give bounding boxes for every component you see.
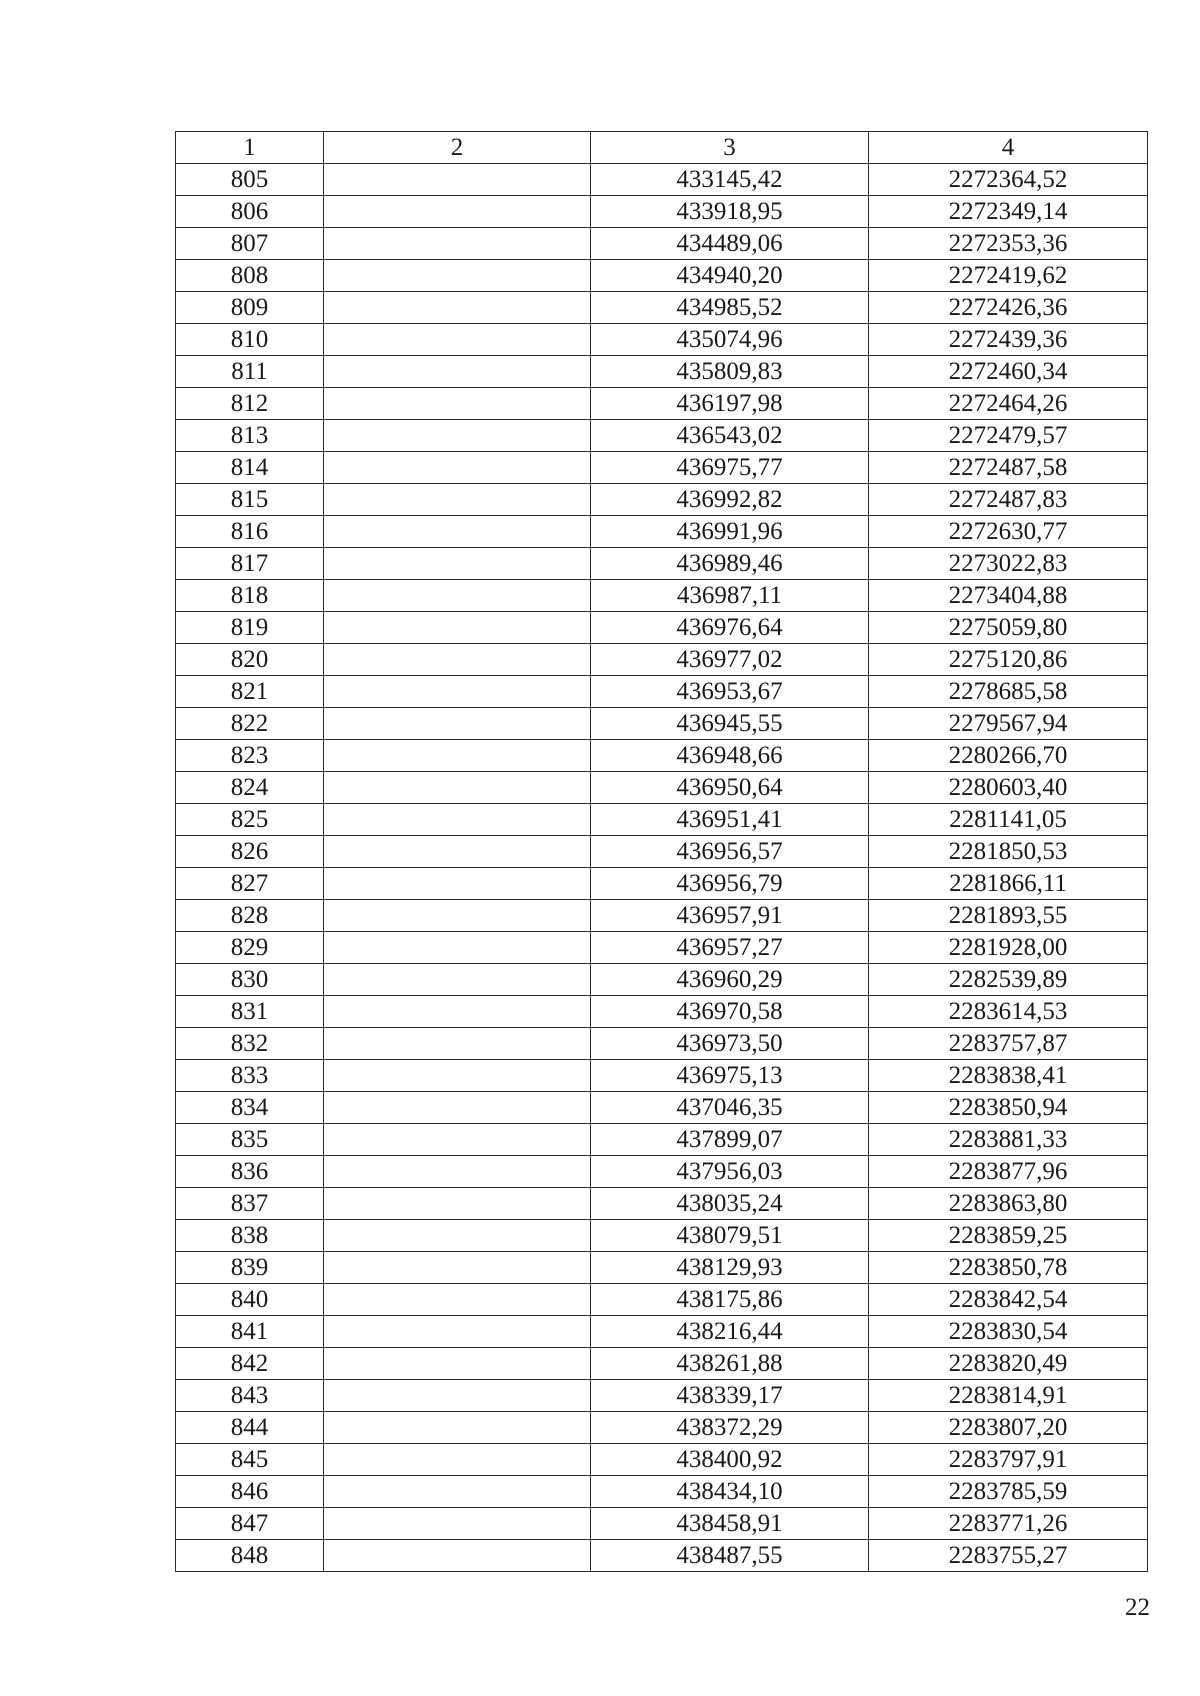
- x-coordinate-cell: 436973,50: [591, 1028, 869, 1060]
- description-cell: [324, 1540, 591, 1572]
- table-row: [176, 516, 1148, 548]
- description-cell: [324, 324, 591, 356]
- table-row: [176, 1220, 1148, 1252]
- x-coordinate-cell: 436957,27: [591, 932, 869, 964]
- table-row: [176, 356, 1148, 388]
- x-coordinate-cell: 438487,55: [591, 1540, 869, 1572]
- point-number-cell: 844: [176, 1412, 324, 1444]
- y-coordinate-cell: 2272460,34: [869, 356, 1148, 388]
- description-cell: [324, 1156, 591, 1188]
- point-number-cell: 813: [176, 420, 324, 452]
- y-coordinate-cell: 2283838,41: [869, 1060, 1148, 1092]
- y-coordinate-cell: 2272349,14: [869, 196, 1148, 228]
- x-coordinate-cell: 438216,44: [591, 1316, 869, 1348]
- y-coordinate-cell: 2272487,58: [869, 452, 1148, 484]
- x-coordinate-cell: 438079,51: [591, 1220, 869, 1252]
- point-number-cell: 825: [176, 804, 324, 836]
- point-number-cell: 817: [176, 548, 324, 580]
- description-cell: [324, 1252, 591, 1284]
- x-coordinate-cell: 438035,24: [591, 1188, 869, 1220]
- description-cell: [324, 1316, 591, 1348]
- point-number-cell: 840: [176, 1284, 324, 1316]
- y-coordinate-cell: 2272426,36: [869, 292, 1148, 324]
- description-cell: [324, 1284, 591, 1316]
- table-row: [176, 612, 1148, 644]
- point-number-cell: 843: [176, 1380, 324, 1412]
- x-coordinate-cell: 436945,55: [591, 708, 869, 740]
- y-coordinate-cell: 2275059,80: [869, 612, 1148, 644]
- coordinates-table: [175, 131, 1148, 1572]
- y-coordinate-cell: 2272364,52: [869, 164, 1148, 196]
- description-cell: [324, 932, 591, 964]
- point-number-cell: 836: [176, 1156, 324, 1188]
- point-number-cell: 830: [176, 964, 324, 996]
- x-coordinate-cell: 436977,02: [591, 644, 869, 676]
- x-coordinate-cell: 438175,86: [591, 1284, 869, 1316]
- x-coordinate-cell: 436975,77: [591, 452, 869, 484]
- y-coordinate-cell: 2283785,59: [869, 1476, 1148, 1508]
- table-header-row: [176, 132, 1148, 164]
- point-number-cell: 848: [176, 1540, 324, 1572]
- table-row: [176, 900, 1148, 932]
- description-cell: [324, 388, 591, 420]
- x-coordinate-cell: 434489,06: [591, 228, 869, 260]
- y-coordinate-cell: 2281928,00: [869, 932, 1148, 964]
- point-number-cell: 809: [176, 292, 324, 324]
- table-row: [176, 420, 1148, 452]
- y-coordinate-cell: 2283814,91: [869, 1380, 1148, 1412]
- point-number-cell: 818: [176, 580, 324, 612]
- x-coordinate-cell: 437899,07: [591, 1124, 869, 1156]
- description-cell: [324, 1220, 591, 1252]
- point-number-cell: 847: [176, 1508, 324, 1540]
- table-row: [176, 1508, 1148, 1540]
- description-cell: [324, 260, 591, 292]
- x-coordinate-cell: 437956,03: [591, 1156, 869, 1188]
- y-coordinate-cell: 2275120,86: [869, 644, 1148, 676]
- y-coordinate-cell: 2272464,26: [869, 388, 1148, 420]
- description-cell: [324, 164, 591, 196]
- description-cell: [324, 1124, 591, 1156]
- table-row: [176, 548, 1148, 580]
- y-coordinate-cell: 2282539,89: [869, 964, 1148, 996]
- y-coordinate-cell: 2280266,70: [869, 740, 1148, 772]
- point-number-cell: 842: [176, 1348, 324, 1380]
- table-row: [176, 804, 1148, 836]
- description-cell: [324, 740, 591, 772]
- table-row: [176, 1252, 1148, 1284]
- column-header-2: 2: [324, 132, 591, 164]
- x-coordinate-cell: 436953,67: [591, 676, 869, 708]
- point-number-cell: 808: [176, 260, 324, 292]
- x-coordinate-cell: 436951,41: [591, 804, 869, 836]
- point-number-cell: 806: [176, 196, 324, 228]
- y-coordinate-cell: 2283771,26: [869, 1508, 1148, 1540]
- x-coordinate-cell: 438261,88: [591, 1348, 869, 1380]
- point-number-cell: 834: [176, 1092, 324, 1124]
- x-coordinate-cell: 436992,82: [591, 484, 869, 516]
- point-number-cell: 827: [176, 868, 324, 900]
- table-row: [176, 1316, 1148, 1348]
- point-number-cell: 837: [176, 1188, 324, 1220]
- description-cell: [324, 1028, 591, 1060]
- point-number-cell: 831: [176, 996, 324, 1028]
- table-row: [176, 196, 1148, 228]
- point-number-cell: 811: [176, 356, 324, 388]
- table-row: [176, 580, 1148, 612]
- y-coordinate-cell: 2280603,40: [869, 772, 1148, 804]
- x-coordinate-cell: 436960,29: [591, 964, 869, 996]
- y-coordinate-cell: 2281893,55: [869, 900, 1148, 932]
- point-number-cell: 821: [176, 676, 324, 708]
- x-coordinate-cell: 436991,96: [591, 516, 869, 548]
- y-coordinate-cell: 2283881,33: [869, 1124, 1148, 1156]
- y-coordinate-cell: 2272419,62: [869, 260, 1148, 292]
- table-row: [176, 708, 1148, 740]
- x-coordinate-cell: 438129,93: [591, 1252, 869, 1284]
- y-coordinate-cell: 2279567,94: [869, 708, 1148, 740]
- x-coordinate-cell: 438339,17: [591, 1380, 869, 1412]
- point-number-cell: 819: [176, 612, 324, 644]
- x-coordinate-cell: 437046,35: [591, 1092, 869, 1124]
- table-row: [176, 452, 1148, 484]
- point-number-cell: 839: [176, 1252, 324, 1284]
- point-number-cell: 812: [176, 388, 324, 420]
- x-coordinate-cell: 436975,13: [591, 1060, 869, 1092]
- y-coordinate-cell: 2283797,91: [869, 1444, 1148, 1476]
- description-cell: [324, 964, 591, 996]
- y-coordinate-cell: 2283863,80: [869, 1188, 1148, 1220]
- table-row: [176, 1060, 1148, 1092]
- y-coordinate-cell: 2281866,11: [869, 868, 1148, 900]
- description-cell: [324, 804, 591, 836]
- x-coordinate-cell: 436950,64: [591, 772, 869, 804]
- table-row: [176, 676, 1148, 708]
- x-coordinate-cell: 434940,20: [591, 260, 869, 292]
- table-row: [176, 1188, 1148, 1220]
- table-row: [176, 868, 1148, 900]
- table-row: [176, 292, 1148, 324]
- description-cell: [324, 1476, 591, 1508]
- point-number-cell: 822: [176, 708, 324, 740]
- table-body: [176, 164, 1148, 1572]
- page-number: 22: [1125, 1594, 1150, 1621]
- column-header-3: 3: [591, 132, 869, 164]
- point-number-cell: 823: [176, 740, 324, 772]
- table-row: [176, 836, 1148, 868]
- table-row: [176, 388, 1148, 420]
- table-row: [176, 1028, 1148, 1060]
- x-coordinate-cell: 436957,91: [591, 900, 869, 932]
- description-cell: [324, 644, 591, 676]
- description-cell: [324, 420, 591, 452]
- description-cell: [324, 676, 591, 708]
- x-coordinate-cell: 436989,46: [591, 548, 869, 580]
- y-coordinate-cell: 2273404,88: [869, 580, 1148, 612]
- y-coordinate-cell: 2283842,54: [869, 1284, 1148, 1316]
- table-row: [176, 740, 1148, 772]
- description-cell: [324, 228, 591, 260]
- description-cell: [324, 772, 591, 804]
- y-coordinate-cell: 2273022,83: [869, 548, 1148, 580]
- description-cell: [324, 580, 591, 612]
- table-row: [176, 1156, 1148, 1188]
- x-coordinate-cell: 436987,11: [591, 580, 869, 612]
- point-number-cell: 814: [176, 452, 324, 484]
- table-row: [176, 1124, 1148, 1156]
- description-cell: [324, 708, 591, 740]
- point-number-cell: 838: [176, 1220, 324, 1252]
- description-cell: [324, 900, 591, 932]
- y-coordinate-cell: 2283830,54: [869, 1316, 1148, 1348]
- table-row: [176, 324, 1148, 356]
- description-cell: [324, 996, 591, 1028]
- description-cell: [324, 452, 591, 484]
- y-coordinate-cell: 2283850,94: [869, 1092, 1148, 1124]
- x-coordinate-cell: 438434,10: [591, 1476, 869, 1508]
- description-cell: [324, 836, 591, 868]
- x-coordinate-cell: 436948,66: [591, 740, 869, 772]
- y-coordinate-cell: 2272479,57: [869, 420, 1148, 452]
- description-cell: [324, 1380, 591, 1412]
- description-cell: [324, 1412, 591, 1444]
- x-coordinate-cell: 433145,42: [591, 164, 869, 196]
- x-coordinate-cell: 438400,92: [591, 1444, 869, 1476]
- point-number-cell: 828: [176, 900, 324, 932]
- description-cell: [324, 1508, 591, 1540]
- description-cell: [324, 868, 591, 900]
- description-cell: [324, 1092, 591, 1124]
- description-cell: [324, 196, 591, 228]
- table-row: [176, 484, 1148, 516]
- point-number-cell: 826: [176, 836, 324, 868]
- table-row: [176, 1348, 1148, 1380]
- column-header-1: 1: [176, 132, 324, 164]
- y-coordinate-cell: 2272353,36: [869, 228, 1148, 260]
- y-coordinate-cell: 2283877,96: [869, 1156, 1148, 1188]
- table-row: [176, 964, 1148, 996]
- point-number-cell: 833: [176, 1060, 324, 1092]
- description-cell: [324, 516, 591, 548]
- y-coordinate-cell: 2272487,83: [869, 484, 1148, 516]
- table-row: [176, 1444, 1148, 1476]
- x-coordinate-cell: 438458,91: [591, 1508, 869, 1540]
- table-row: [176, 1476, 1148, 1508]
- table-row: [176, 932, 1148, 964]
- y-coordinate-cell: 2272439,36: [869, 324, 1148, 356]
- description-cell: [324, 612, 591, 644]
- x-coordinate-cell: 436956,79: [591, 868, 869, 900]
- x-coordinate-cell: 436976,64: [591, 612, 869, 644]
- table-row: [176, 228, 1148, 260]
- table-row: [176, 1092, 1148, 1124]
- y-coordinate-cell: 2283850,78: [869, 1252, 1148, 1284]
- y-coordinate-cell: 2278685,58: [869, 676, 1148, 708]
- x-coordinate-cell: 436956,57: [591, 836, 869, 868]
- point-number-cell: 820: [176, 644, 324, 676]
- table-row: [176, 260, 1148, 292]
- x-coordinate-cell: 435809,83: [591, 356, 869, 388]
- x-coordinate-cell: 435074,96: [591, 324, 869, 356]
- table-row: [176, 1380, 1148, 1412]
- y-coordinate-cell: 2283859,25: [869, 1220, 1148, 1252]
- table-row: [176, 996, 1148, 1028]
- x-coordinate-cell: 433918,95: [591, 196, 869, 228]
- point-number-cell: 845: [176, 1444, 324, 1476]
- description-cell: [324, 1348, 591, 1380]
- point-number-cell: 816: [176, 516, 324, 548]
- x-coordinate-cell: 436197,98: [591, 388, 869, 420]
- description-cell: [324, 1444, 591, 1476]
- y-coordinate-cell: 2283614,53: [869, 996, 1148, 1028]
- x-coordinate-cell: 436970,58: [591, 996, 869, 1028]
- point-number-cell: 824: [176, 772, 324, 804]
- description-cell: [324, 292, 591, 324]
- description-cell: [324, 1188, 591, 1220]
- point-number-cell: 829: [176, 932, 324, 964]
- table-row: [176, 1412, 1148, 1444]
- x-coordinate-cell: 438372,29: [591, 1412, 869, 1444]
- table-row: [176, 644, 1148, 676]
- x-coordinate-cell: 436543,02: [591, 420, 869, 452]
- y-coordinate-cell: 2281141,05: [869, 804, 1148, 836]
- point-number-cell: 846: [176, 1476, 324, 1508]
- description-cell: [324, 1060, 591, 1092]
- point-number-cell: 815: [176, 484, 324, 516]
- point-number-cell: 805: [176, 164, 324, 196]
- description-cell: [324, 484, 591, 516]
- description-cell: [324, 548, 591, 580]
- y-coordinate-cell: 2283820,49: [869, 1348, 1148, 1380]
- y-coordinate-cell: 2281850,53: [869, 836, 1148, 868]
- y-coordinate-cell: 2272630,77: [869, 516, 1148, 548]
- point-number-cell: 835: [176, 1124, 324, 1156]
- point-number-cell: 841: [176, 1316, 324, 1348]
- column-header-4: 4: [869, 132, 1148, 164]
- y-coordinate-cell: 2283755,27: [869, 1540, 1148, 1572]
- table-row: [176, 1540, 1148, 1572]
- description-cell: [324, 356, 591, 388]
- table-row: [176, 1284, 1148, 1316]
- y-coordinate-cell: 2283807,20: [869, 1412, 1148, 1444]
- point-number-cell: 832: [176, 1028, 324, 1060]
- y-coordinate-cell: 2283757,87: [869, 1028, 1148, 1060]
- table-row: [176, 164, 1148, 196]
- point-number-cell: 807: [176, 228, 324, 260]
- point-number-cell: 810: [176, 324, 324, 356]
- table-row: [176, 772, 1148, 804]
- x-coordinate-cell: 434985,52: [591, 292, 869, 324]
